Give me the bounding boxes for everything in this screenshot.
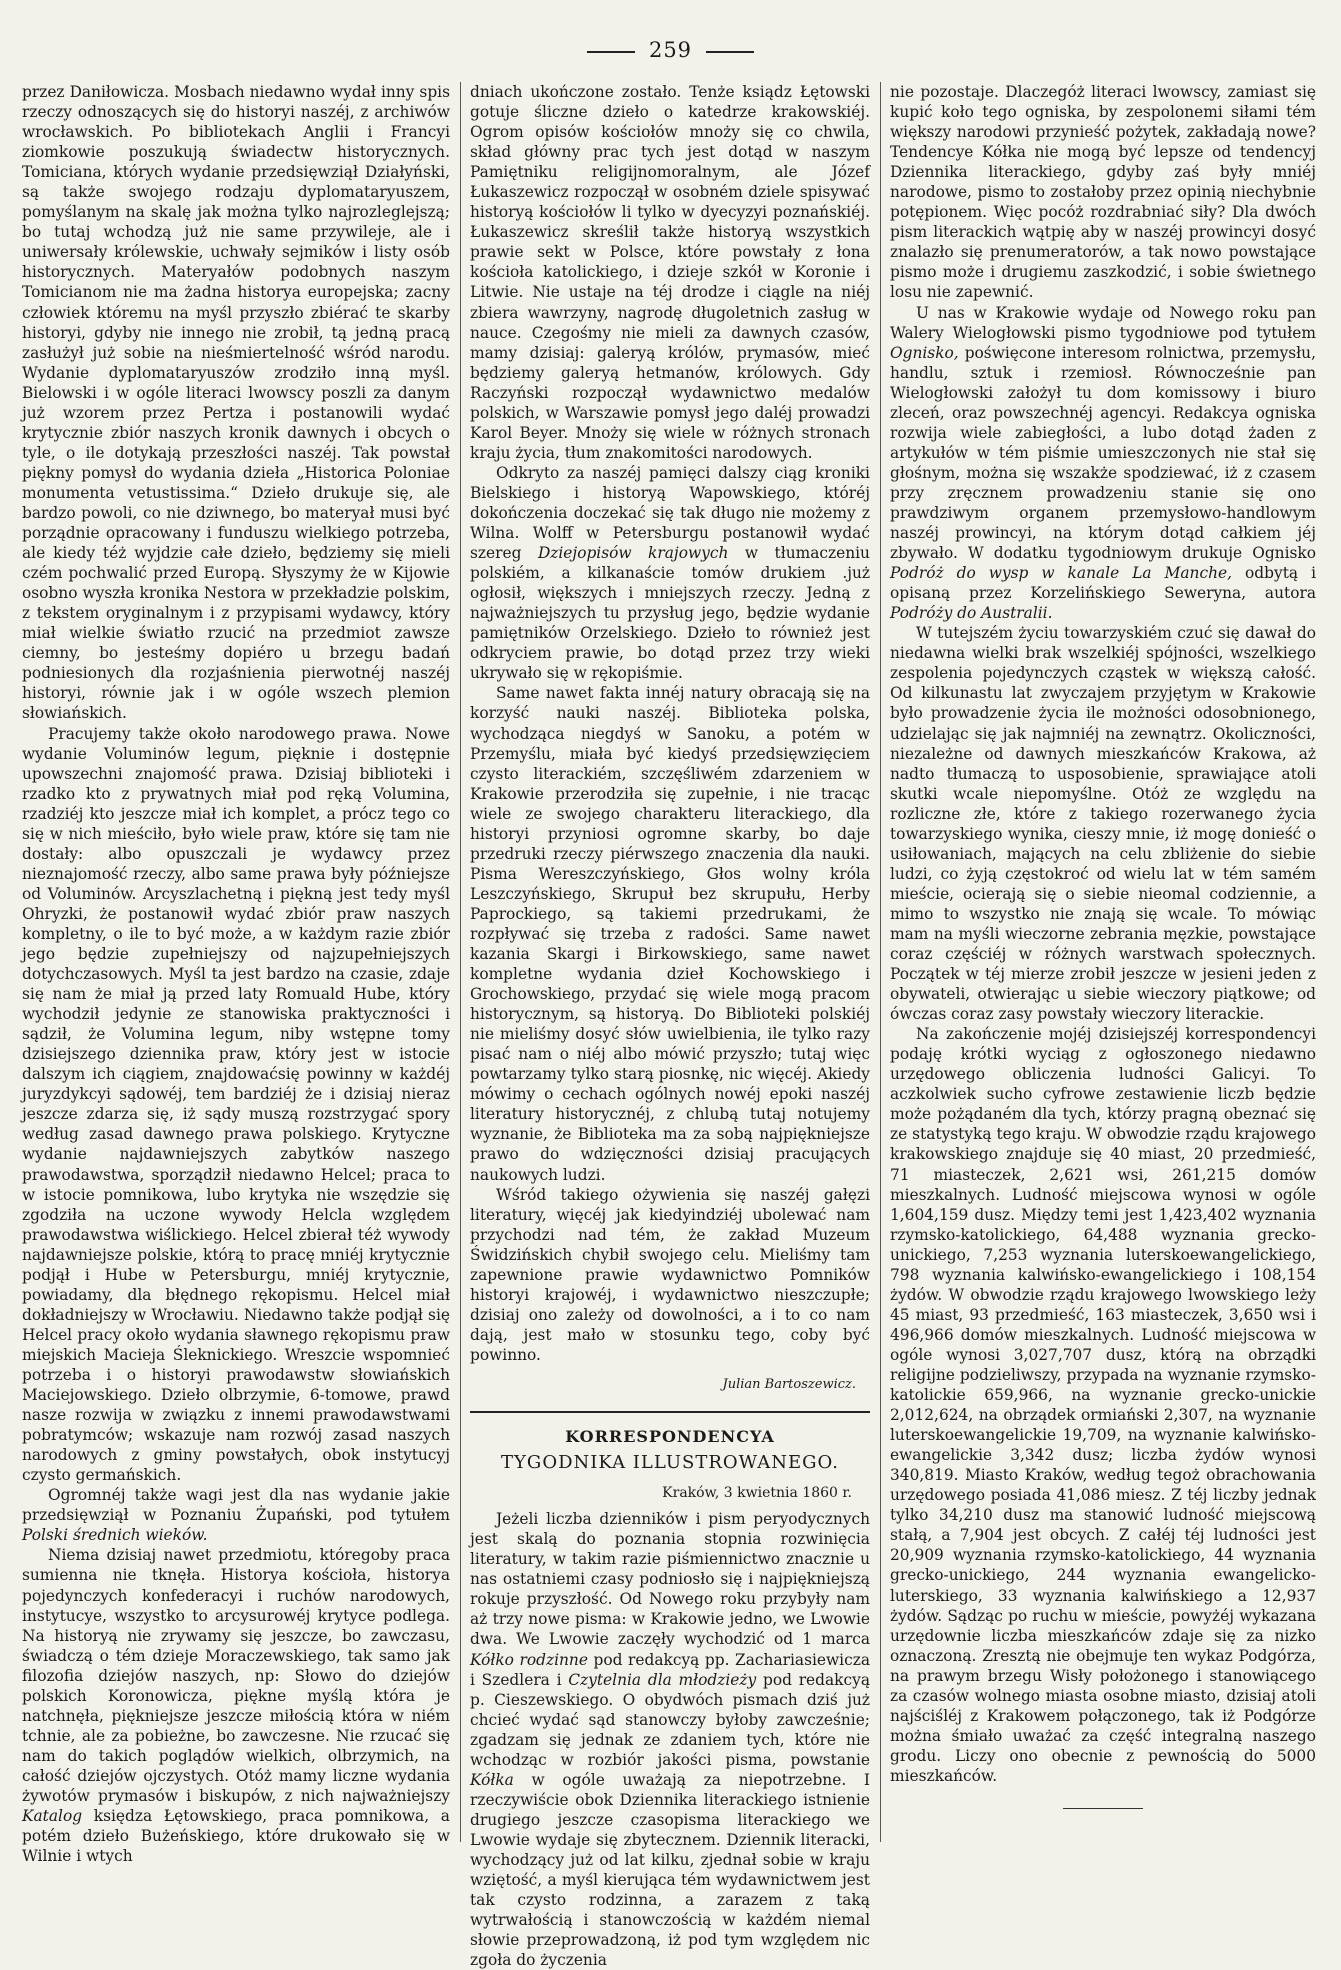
end-rule [1063, 1808, 1143, 1809]
column-divider [880, 82, 881, 1842]
paragraph: Wśród takiego ożywienia się naszéj gałęzi literatury, więcéj jak kiedyindziéj ubolewać nam przychodzi nad tém, że zakład Muzeum Świdzińskich chybił swojego celu. Mieliśmy tam zapewnione prawie wydawnictwo Pomników historyi krajowéj, i wydawnictwo nieszczupłe; dzisiaj ono zależy od dowolności, a i to co nam dają, jest mało w stosunku tego, coby być powinno. [470, 1185, 870, 1364]
paragraph: nie pozostaje. Dlaczegóż literaci lwowscy, zamiast się kupić koło tego ogniska, by zespolonemi siłami tém większy narodowi przynieść pożytek, zakładają nowe? Tendencye Kółka nie mogą być lepsze od tendencyj Dziennika literackiego, gdyby zaś były mniéj narodowe, pismo to zostałoby przez opinią niechybnie potępionem. Więc pocóż rozdrabniać siły? Dla dwóch pism literackich wątpię aby w naszéj prowincyi dosyć znalazło się prenumeratorów, a tak nowo powstające pismo może i drugiemu zaszkodzić, i sobie świetnego losu nie zapewnić. [890, 83, 1316, 302]
italic-title: Kółko rodzinne [470, 1650, 588, 1669]
text-run: odbytą i opisaną przez Korzelińskiego Seweryna, autora [890, 564, 1316, 603]
italic-title: Katalog [22, 1807, 83, 1826]
header-rule-left [587, 51, 635, 53]
page-number: 259 [648, 38, 693, 62]
text-run: Ogromnéj także wagi jest dla nas wydanie jakie przedsięwziął w Poznaniu Żupański, pod tytułem [22, 1486, 450, 1525]
column-1 [22, 82, 450, 1866]
text-run: Niema dzisiaj nawet przedmiotu, któregoby praca sumienna nie tknęła. Historya kościoła, historya pojedynczych konfederacyi i ruchów narodowych, instytucye, wszystko to arcysurowéj krytyce podlega. Na historyą nie zrywamy się jeszcze, bo zawczasu, świadczą o tém dzieje Moraczewskiego, tak samo jak filozofia dziejów naszych, np: Słowo do dziejów polskich Koronowicza, piękne myślą która je natchnęła, piękniejsze jeszcze miłością która w niém tchnie, ale za pobieżne, bo zawczesne. Nie rzucać się nam do takich poglądów wielkich, olbrzymich, na całość dziejów ojczystych. Otóż mamy liczne wydania żywotów prymasów i biskupów, z nich najważniejszy [22, 1546, 450, 1805]
dateline: Kraków, 3 kwietnia 1860 r. [662, 1485, 852, 1502]
section-subheading: TYGODNIKA ILLUSTROWANEGO. [501, 1452, 839, 1474]
paragraph [890, 303, 1316, 624]
paragraph: dniach ukończone zostało. Tenże ksiądz Łętowski gotuje śliczne dzieło o katedrze krakowskiéj. Ogrom opisów kościołów mnoży się co chwila, skład główny prac tych jest dotąd w naszym Pamiętniku religijnomoralnym, ale Józef Łukaszewicz rozpoczął w osobném dziele spisywać historyą kościołów li tylko w dyecyzyi poznańskiéj. Łukaszewicz skreślił także historyą wszystkich prawie sekt w Polsce, które powstały z łona kościoła katolickiego, i dzieje szkół w Koronie i Litwie. Nie ustaje na téj drodze i ciągle na niéj zbiera wawrzyny, nagrodę długoletnich zasług w nauce. Czegośmy nie mieli za dawnych czasów, mamy dzisiaj: galeryą królów, prymasów, mieć będziemy galeryą hetmanów, królowych. Gdy Raczyński rozpoczął wydawnictwo medalów polskich, w Warszawie pomysł jego daléj prowadzi Karol Beyer. Mnoży się wiele w różnych stronach kraju życia, tłum znakomitości narodowych. [470, 83, 870, 462]
column-2 [470, 82, 870, 1970]
paragraph: Na zakończenie mojéj dzisiejszéj korrespondencyi podaję krótki wyciąg z ogłoszonego niedawno urzędowego obliczenia ludności Galicyi. To aczkolwiek sucho cyfrowe zestawienie liczb będzie może pożądaném dla tych, którzy pragną obeznać się ze statystyką tego kraju. W obwodzie rządu krajowego krakowskiego znajduje się 40 miast, 20 przedmieść, 71 miasteczek, 2,621 wsi, 261,215 domów mieszkalnych. Ludność miejscowa wynosi w ogóle 1,604,159 dusz. Między temi jest 1,423,402 wyznania rzymsko-katolickiego, 64,488 wyznania grecko-unickiego, 7,253 wyznania luterskoewangelickiego, 798 wyznania kalwińsko-ewangelickiego i 108,154 żydów. W obwodzie rządu krajowego lwowskiego leży 45 miast, 93 przedmieść, 163 miasteczek, 3,650 wsi i 496,966 domów mieszkalnych. Ludność miejscowa w ogóle wynosi 3,027,707 dusz, którą na obrządki religijne podzieliwszy, przypada na wyznanie rzymsko-katolickie 659,966, na wyznanie grecko-unickie 2,012,624, na obrządek ormiański 2,307, na wyznanie luterskoewangelickie 19,709, na wyznanie kalwińsko-ewangelickie 3,342 dusz; liczba żydów wynosi 340,819. Miasto Kraków, według tegoż obrachowania urzędowego posiada 41,086 miesz. Z téj liczby jednak tylko 34,210 dusz ma stanowić ludność miejscową stałą, a 7,904 jest obcych. Z całéj téj ludności jest 20,909 wyznania rzymsko-katolickiego, 44 wyznania grecko-unickiego, 244 wyznania ewangelicko-luterskiego, 33 wyznania kalwińskiego a 12,937 żydów. Sądząc po ruchu w mieście, powyżéj wykazana urzędownie liczba mieszkańców zdaje się za nizko oznaczoną. Zresztą nie obejmuje ten wykaz Podgórza, na prawym brzegu Wisły położonego i stanowiącego za czasów wolnego miasta osobne miasto, dzisiaj atoli najściśléj z Krakowem połączonego, tak iż Podgórze można śmiało uważać za część integralną naszego grodu. Liczy ono obecnie z pewnością do 5000 mieszkańców. [890, 1025, 1316, 1785]
text-run: Odkryto za naszéj pamięci dalszy ciąg kroniki Bielskiego i historyą Wapowskiego, któréj dokończenia doczekać się tak długo nie możemy z Wilna. Wolff w Petersburgu postanowił wydać szereg [470, 463, 870, 563]
paragraph: Same nawet fakta innéj natury obracają się na korzyść nauki naszéj. Biblioteka polska, wychodząca niegdyś w Sanoku, a potém w Przemyślu, miała być kiedyś przedsięwzięciem czysto literackiém, szczęśliwém zdarzeniem w Krakowie przerodziła się zupełnie, i nie tracąc wiele ze swojego charakteru literackiego, dla historyi przyniosi ogromne skarby, bo daje przedruki rzeczy piérwszego znaczenia dla nauki. Pisma Wereszczyńskiego, Głos wolny króla Leszczyńskiego, Skrupuł bez skrupułu, Herby Paprockiego, są takiemi przedrukami, że rozpływać się trzeba z radości. Same nawet kazania Skargi i Birkowskiego, same nawet kompletne wydania dzieł Kochowskiego i Grochowskiego, przydać się wiele mogą pracom historycznym, są historyą. Do Biblioteki polskiéj nie mieliśmy dosyć słów uwielbienia, ile tylko razy pisać nam o niéj albo mówić przyszło; tutaj więc powtarzamy tylko starą piosnkę, nic więcéj. Akiedy mówimy o cechach ogólnych nowéj epoki naszéj literatury historycznéj, z chlubą tutaj notujemy wyznanie, że Biblioteka ma za sobą najpiękniejsze prawo do wdzięczności dzisiaj pracujących naukowych ludzi. [470, 684, 870, 1184]
text-run: Jeżeli liczba dzienników i pism peryodycznych jest skalą do poznania stopnia rozwinięcia literatury, w takim razie piśmiennictwo znacznie u nas ostatniemi czasy podniosło się i najpiękniejszą rokuje przyszłość. Od Nowego roku przybyły nam aż trzy nowe pisma: w Krakowie jedno, we Lwowie dwa. We Lwowie zaczęły wychodzić od 1 marca [470, 1510, 870, 1649]
text-run: księdza Łętowskiego, praca pomnikowa, a potém dzieło Bużeńskiego, które drukowało się w Wilnie i wtych [22, 1807, 450, 1866]
text-run: pod redakcyą pp. Zachariasiewicza i Szedlera i [470, 1650, 871, 1689]
paragraph [22, 1485, 450, 1545]
italic-title: Polski średnich wieków. [22, 1526, 208, 1545]
text-run: U nas w Krakowie wydaje od Nowego roku pan Walery Wielogłowski pismo tygodniowe pod tytułem [890, 303, 1316, 342]
italic-title: Ognisko, [890, 343, 959, 362]
italic-title: Podróży do Australii. [890, 604, 1053, 623]
paragraph [22, 1545, 450, 1866]
paragraph: Pracujemy także około narodowego prawa. Nowe wydanie Voluminów legum, pięknie i dostępnie upowszechni znajomość prawa. Dzisiaj biblioteki i rzadko kto z prywatnych miał pod ręką Volumina, rzadziéj kto jeszcze miał ich komplet, a prócz tego co się w nich mieściło, było wiele praw, które się tam nie dostały: albo opuszczali je wydawcy przez nieznajomość rzeczy, albo same prawa były późniejsze od Voluminów. Arcyszlachetną i piękną jest tedy myśl Ohryzki, że postanowił wydać zbiór praw naszych kompletny, o ile to być może, a w każdym razie zbiór jego będzie zupełniejszy od najzupełniejszych dotychczasowych. Myśl ta jest bardzo na czasie, zdaje się nam że miał ją przed laty Romuald Hube, który wychodził jedynie ze stanowiska praktyczności i sądził, że Volumina legum, niby wstępne tomy dzisiejszego dziennika praw, który jest w istocie dalszym ich ciągiem, znajdowaćsię powinny w każdéj juryzdykcyi sądowéj, tem bardziéj że i dzisiaj nieraz jeszcze zdarza się, iż sądy muszą rozstrzygać spory według zasad dawnego prawa polskiego. Krytyczne wydanie najdawniejszych zabytków naszego prawodawstwa, sporządził niedawno Helcel; praca to w istocie pomnikowa, lubo krytyka nie wszędzie się zgodziła na uczone wywody Helcla względem prawodawstwa wiślickiego. Helcel zbierał téż wywody najdawniejsze polskie, którą to pracę mniéj krytycznie podjął i Hube w Petersburgu, mniéj krytycznie, powiadamy, dla błędnego rękopismu. Helcel miał dokładniejszy w Wrocławiu. Niedawno także podjął się Helcel pracy około wydania sławnego rękopismu praw miejskich Macieja Śleknickiego. Wreszcie wspomnieć potrzeba i o historyi prawodawstw słowiańskich Maciejowskiego. Dzieło olbrzymie, 6-tomowe, prawd nasze rozwija w związku z innemi prawodawstwami pobratymców; wskazuje nam rozwój zasad naszych narodowych z gminy powstałych, obok instytucyj czysto germańskich. [22, 724, 450, 1485]
page-header [0, 38, 1341, 62]
text-run: pod redakcyą p. Cieszewskiego. O obydwóch pismach dziś już chcieć wydać sąd stanowczy byłoby zawcześnie; zgadzam się jednak ze zdaniem tych, które nie wchodząc w rozbiór jakości pisma, powstanie [470, 1670, 870, 1769]
paragraph [470, 1509, 870, 1970]
text-run: w tłumaczeniu polskiém, a kilkanaście tomów drukiem .już ogłosił, większych i mniejszych rzeczy. Jedną z najważniejszych tu przysług jego, będzie wydanie pamiętników Orzelskiego. Dzieło to również jest odkryciem prawie, bo dotąd przez trzy wieki ukrywało się w rękopiśmie. [470, 544, 870, 683]
paragraph: W tutejszém życiu towarzyskiém czuć się dawał do niedawna wielki brak wszelkiéj spójności, wszelkiego zespolenia pojedynczych cząstek w większą całość. Od kilkunastu lat zwyczajem przyjętym w Krakowie było prowadzenie życia ile możności odosobnionego, udzielając się jak najmniéj na zewnątrz. Okoliczności, niezależne od dawnych mieszkańców Krakowa, aż nadto tłumaczą to usposobienie, sprawiające atoli skutki wcale niepomyślne. Otóż ze względu na rozliczne złe, które z takiego rozerwanego życia towarzyskiego wynika, cieszy mnie, iż mogę donieść o usiłowaniach, mających na celu zbliżenie do siebie ludzi, co żyją częstokroć od wielu lat w tém samém mieście, ocierają się o siebie nieomal codziennie, a mimo to wszystko nie znają się wcale. To mówiąc mam na myśli wieczorne zebrania męzkie, powstające coraz częściéj w różnych warstwach społecznych. Początek w téj mierze zrobił jeszcze w jesieni jeden z obywateli, otwierając u siebie wieczory piątkowe; od ówczas coraz zasy powstały wieczory literackie. [890, 624, 1316, 1024]
text-run: w ogóle uważają za niepotrzebne. I rzeczywiście obok Dziennika literackiego istnienie drugiego jeszcze czasopisma literackiego we Lwowie wydaje się zbytecznem. Dziennik literacki, wychodzący już od lat kilku, zjednał sobie w kraju wziętość, a myśl kierująca tém wydawnictwem jest tak czysto rodzinna, a zarazem z taką wytrwałością i stanowczością w każdém niemal słowie przeprowadzoną, iż pod tym względem nic zgoła do życzenia [470, 1770, 870, 1970]
paragraph: przez Daniłowicza. Mosbach niedawno wydał inny spis rzeczy odnoszących się do historyi naszéj, z archiwów wrocławskich. Po bibliotekach Anglii i Francyi ziomkowie poszukują świadectw historycznych. Tomiciana, których wydanie przedsięwziął Działyński, są także swojego rodzaju dyplomataryuszem, pomyślanym na skalę jak można tylko najrozleglejszą; bo tutaj wchodzą już nie same przywileje, ale i uniwersały królewskie, uchwały sejmików i listy osób historycznych. Materyałów podobnych naszym Tomicianom nie ma żadna historya europejska; zacny człowiek któremu na myśl przyszło zbiérać te skarby historyi, gdyby nie innego nie zrobił, tą jedną pracą zasłużył już sobie na nieśmiertelność wśród narodu. Wydanie dyplomataryuszów zrodziło inną myśl. Bielowski i w ogóle literaci lwowscy poszli za danym już wzorem przez Pertza i postanowili wydać krytycznie zbiór naszych kronik dawnych i obcych o tyle, o ile dotykają przeszłości naszéj. Tak powstał piękny pomysł do wydania dzieła „Historica Poloniae monumenta vetustissima.“ Dzieło drukuje się, ale bardzo powoli, co nie dziwnego, bo materyał musi być porządnie opracowany i funduszu wielkiego potrzeba, ale kiedy téż wyjdzie całe dzieło, będziemy się mieli czém pochwalić przed Europą. Słyszymy że w Kijowie osobno wyszła kronika Nestora w przekładzie polskim, z tekstem oryginalnym i z przypisami wydawcy, który miał wielkie światło rzucić na przedmiot zawsze ciemny, bo jesteśmy dopiéro u brzegu badań podniesionych dla rozjaśnienia pierwotnéj naszéj historyi, równie jak i w ogóle wszech plemion słowiańskich. [22, 83, 450, 723]
italic-title: Podróż do wysp w kanale La Manche, [890, 564, 1232, 583]
column-divider [460, 82, 461, 1842]
header-rule-right [706, 51, 754, 53]
section-heading: KORRESPONDENCYA [565, 1427, 775, 1447]
column-3 [890, 82, 1316, 1809]
italic-title: Dziejopisów krajowych [537, 544, 729, 563]
section-divider [470, 1411, 870, 1413]
text-run: poświęcone interesom rolnictwa, przemysłu, handlu, sztuk i rzemiosł. Równocześnie pan Wielogłowski założył tu dom komissowy i biuro zleceń, oraz powszechnéj agencyi. Redakcya ogniska rozwija wiele zabiegłości, a lubo dotąd żaden z artykułów w tém piśmie umieszczonych nie stał się głośnym, można się wszakże spodziewać, iż z czasem przy zręcznem prowadzeniu stanie się ono prawdziwym organem przemysłowo-handlowym naszéj prowincyi, na którym dotąd całkiem jéj zbywało. W dodatku tygodniowym drukuje Ognisko [890, 343, 1316, 563]
italic-title: Czytelnia dla młodzieży [568, 1670, 757, 1689]
author-signature: Julian Bartoszewicz. [722, 1377, 856, 1392]
italic-title: Kółka [470, 1770, 514, 1789]
paragraph [470, 463, 870, 684]
